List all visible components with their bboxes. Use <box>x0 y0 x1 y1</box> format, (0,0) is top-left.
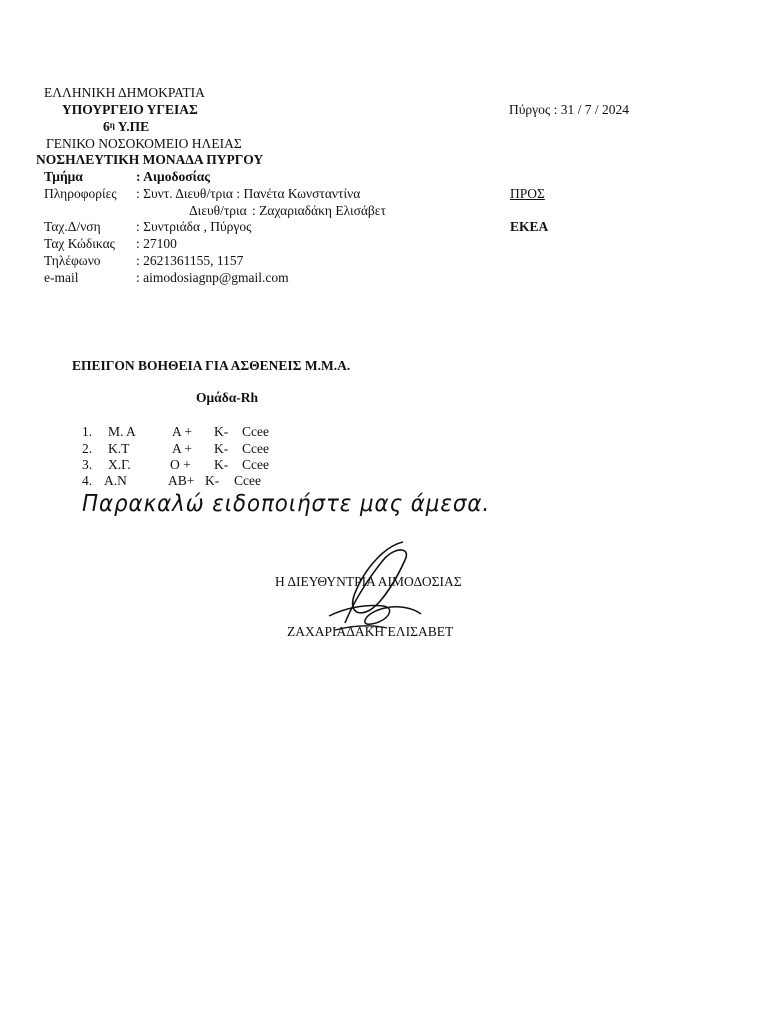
ype-number: 6 <box>103 119 110 134</box>
ype-text: Υ.ΠΕ <box>114 119 150 134</box>
rh-phenotype: Ccee <box>242 441 269 456</box>
group-rh-title: Ομάδα-Rh <box>196 390 258 405</box>
hospital-heading: ΓΕΝΙΚΟ ΝΟΣΟΚΟΜΕΙΟ ΗΛΕΙΑΣ <box>46 136 242 151</box>
blood-group: A + <box>172 424 192 439</box>
postcode-label: Ταχ Κώδικας <box>44 236 115 251</box>
contact-value-2-role: Διευθ/τρια <box>189 203 247 218</box>
ype-heading <box>103 119 149 135</box>
phone-label: Τηλέφωνο <box>44 253 101 268</box>
patient-initials: Χ.Γ. <box>108 457 131 472</box>
ministry-heading: ΥΠΟΥΡΓΕΙΟ ΥΓΕΙΑΣ <box>62 102 198 117</box>
patient-number: 4. <box>82 473 93 488</box>
signatory-name: ΖΑΧΑΡΙΑΔΑΚΗ ΕΛΙΣΑΒΕΤ <box>287 624 454 639</box>
place-date: Πύργος : 31 / 7 / 2024 <box>509 102 629 117</box>
rh-phenotype: Ccee <box>242 457 269 472</box>
patient-initials: Μ. Α <box>108 424 136 439</box>
email-label: e-mail <box>44 270 79 285</box>
recipient-label: ΠΡΟΣ <box>510 186 545 201</box>
address-label: Ταχ.Δ/νση <box>44 219 101 234</box>
contact-value-2-name: : Ζαχαριαδάκη Ελισάβετ <box>252 203 386 218</box>
patient-number: 2. <box>82 441 93 456</box>
handwritten-note: Παρακαλώ ειδοποιήστε μας άμεσα. <box>82 491 491 517</box>
blood-group: O + <box>170 457 191 472</box>
unit-heading: ΝΟΣΗΛΕΥΤΙΚΗ ΜΟΝΑΔΑ ΠΥΡΓΟΥ <box>36 152 264 167</box>
contact-value-1: : Συντ. Διευθ/τρια : Πανέτα Κωνσταντίνα <box>136 186 361 201</box>
patient-number: 1. <box>82 424 93 439</box>
dept-value: : Αιμοδοσίας <box>136 169 210 184</box>
rh-phenotype: Ccee <box>242 424 269 439</box>
contact-label: Πληροφορίες <box>44 186 117 201</box>
kell-antigen: K- <box>205 473 220 488</box>
blood-group: AB+ <box>168 473 195 488</box>
patient-initials: Α.Ν <box>104 473 127 488</box>
kell-antigen: K- <box>214 441 229 456</box>
patient-initials: Κ.Τ <box>108 441 130 456</box>
ype-superscript: η <box>109 120 115 130</box>
kell-antigen: K- <box>214 424 229 439</box>
recipient-value: ΕΚΕΑ <box>510 219 549 234</box>
dept-label: Τμήμα <box>44 169 83 184</box>
blood-group: A + <box>172 441 192 456</box>
address-value: : Συντριάδα , Πύργος <box>136 219 252 234</box>
signatory-title: Η ΔΙΕΥΘΥΝΤΡΙΑ ΑΙΜΟΔΟΣΙΑΣ <box>275 574 462 589</box>
subject-heading: ΕΠΕΙΓΟΝ ΒΟΗΘΕΙΑ ΓΙΑ ΑΣΘΕΝΕΙΣ Μ.Μ.Α. <box>72 358 351 373</box>
kell-antigen: K- <box>214 457 229 472</box>
postcode-value: : 27100 <box>136 236 177 251</box>
patient-number: 3. <box>82 457 93 472</box>
rh-phenotype: Ccee <box>234 473 261 488</box>
republic-heading: ΕΛΛΗΝΙΚΗ ΔΗΜΟΚΡΑΤΙΑ <box>44 85 205 100</box>
email-value: : aimodosiagnp@gmail.com <box>136 270 289 285</box>
phone-value: : 2621361155, 1157 <box>136 253 244 268</box>
